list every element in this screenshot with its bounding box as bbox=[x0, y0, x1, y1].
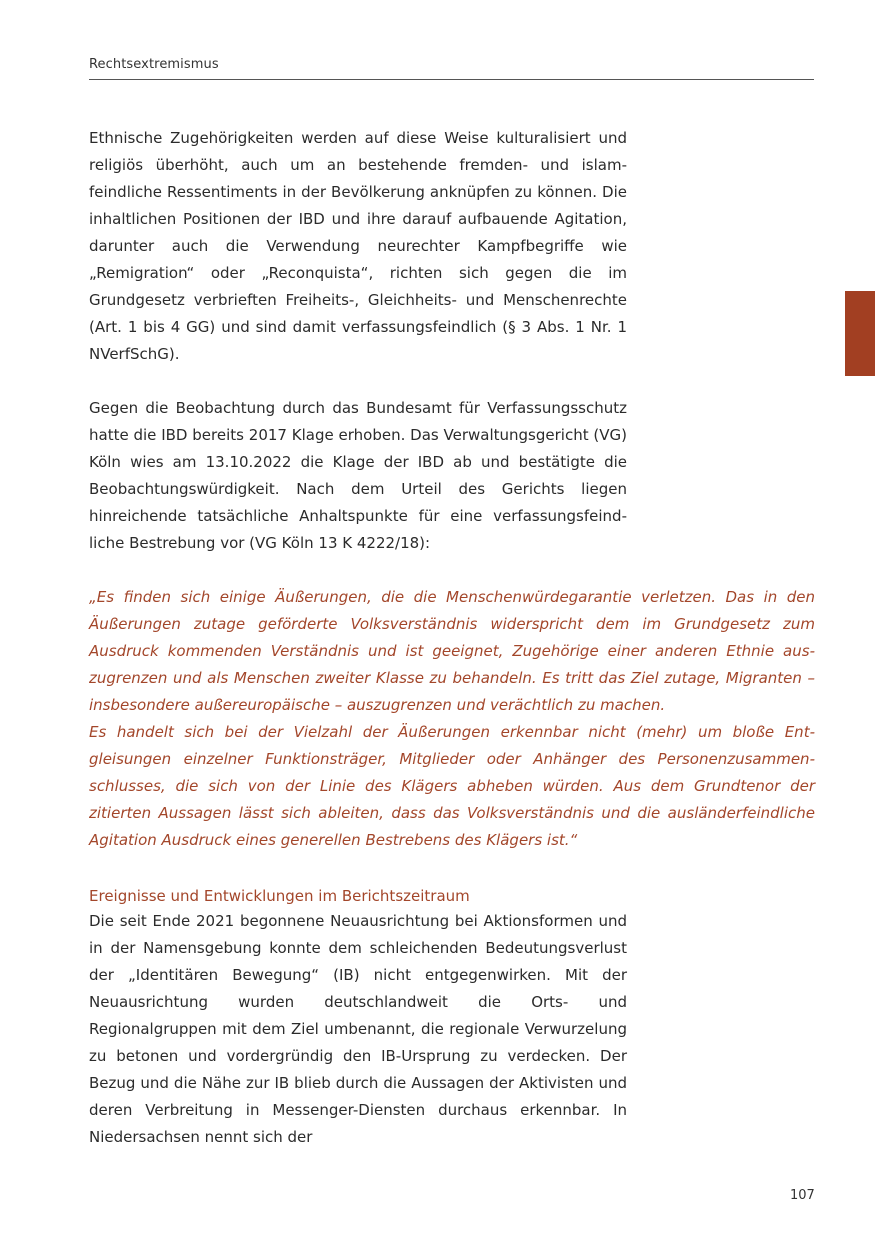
chapter-tab-marker bbox=[845, 291, 875, 376]
paragraph-ethnische-zugehoerigkeiten: Ethnische Zugehörigkeiten werden auf diese Weise kulturalisiert und religiös überhöht, auch um an bestehende fremden- und islamfeindliche Ressentiments in der Bevölkerung anknüpfen zu können. Die inhaltlichen Positionen der IBD und ihre darauf aufbauende Agitation, darunter auch die Verwendung neurechter Kampfbegriffe wie „Remigration“ oder „Reconquista“, richten sich gegen die im Grundgesetz verbrieften Freiheits-, Gleichheits- und Menschenrechte (Art. 1 bis 4 GG) und sind damit verfassungsfeindlich (§ 3 Abs. 1 Nr. 1 NVerfSchG). bbox=[89, 129, 627, 363]
court-quote bbox=[89, 584, 815, 854]
section-heading-ereignisse: Ereignisse und Entwicklungen im Berichtszeitraum bbox=[89, 887, 470, 905]
court-quote-part-1: „Es finden sich einige Äußerungen, die die Menschenwürdegarantie verletzen. Das in den Äußerungen zutage geförderte Volksverständnis widerspricht dem im Grundgesetz zum Ausdruck kommenden Verständnis und ist geeignet, Zugehörige einer anderen Ethnie auszugrenzen und als Menschen zweiter Klasse zu behandeln. Es tritt das Ziel zutage, Migranten – insbesondere außereuropäische – auszugrenzen und verächtlich zu machen. bbox=[89, 588, 815, 714]
paragraph-beobachtung-klage: Gegen die Beobachtung durch das Bundesamt für Verfassungsschutz hatte die IBD bereits 2017 Klage erhoben. Das Verwaltungsgericht (VG) Köln wies am 13.10.2022 die Klage der IBD ab und bestätigte die Beobachtungswürdigkeit. Nach dem Urteil des Gerichts liegen hinreichende tatsächliche Anhaltspunkte für eine verfassungsfeindliche Bestrebung vor (VG Köln 13 K 4222/18): bbox=[89, 399, 627, 552]
paragraph-neuausrichtung: Die seit Ende 2021 begonnene Neuausrichtung bei Aktionsformen und in der Namensgebung konnte dem schleichenden Bedeutungsverlust der „Identitären Bewegung“ (IB) nicht entgegenwirken. Mit der Neuausrichtung wurden deutschlandweit die Orts- und Regionalgruppen mit dem Ziel umbenannt, die regionale Verwurzelung zu betonen und vordergründig den IB-Ursprung zu verdecken. Der Bezug und die Nähe zur IB blieb durch die Aussagen der Aktivisten und deren Verbreitung in Messenger-Diensten durchaus erkennbar. In Niedersachsen nennt sich der bbox=[89, 912, 627, 1146]
header-rule bbox=[89, 79, 814, 80]
court-quote-part-2: Es handelt sich bei der Vielzahl der Äußerungen erkennbar nicht (mehr) um bloße Entgleisungen einzelner Funktionsträger, Mitglieder oder Anhänger des Personenzusammenschlusses, die sich von der Linie des Klägers abheben würden. Aus dem Grundtenor der zitierten Aussagen lässt sich ableiten, dass das Volksverständnis und die ausländerfeindliche Agitation Ausdruck eines generellen Bestrebens des Klägers ist.“ bbox=[89, 723, 815, 849]
page-number: 107 bbox=[790, 1188, 815, 1203]
running-header: Rechtsextremismus bbox=[89, 57, 219, 72]
